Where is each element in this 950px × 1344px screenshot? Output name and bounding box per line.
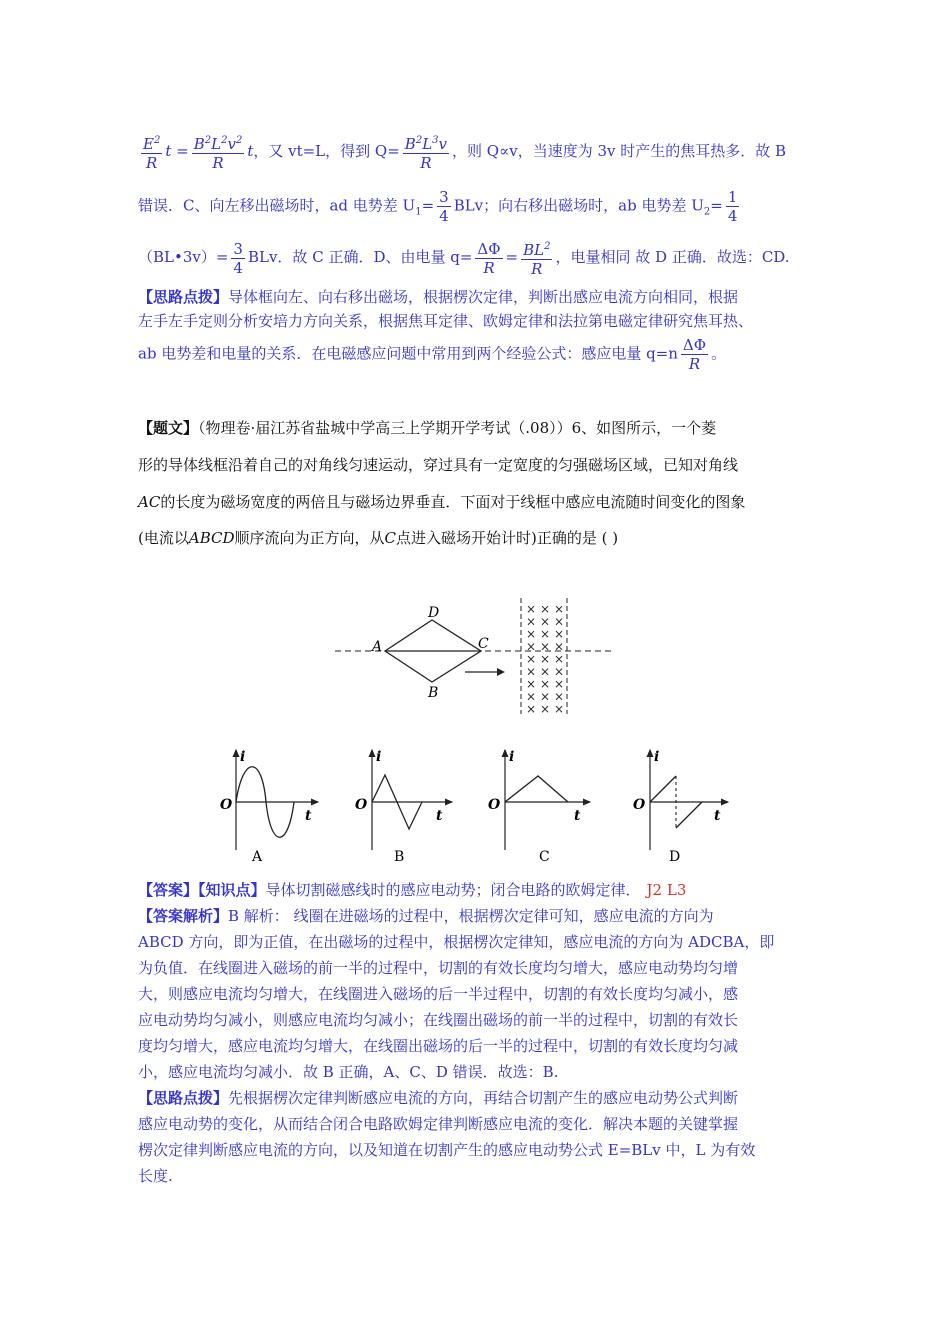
explanation-line-1 xyxy=(138,906,714,926)
field-cross-mark: × xyxy=(540,702,551,716)
prev-text-3c: ，电量相同 故 D 正确．故选：CD. xyxy=(555,248,790,266)
question-text-4a: (电流以 xyxy=(138,529,189,547)
question-c: C xyxy=(384,529,396,547)
graph-option-b xyxy=(355,749,452,865)
graph-a-label: A xyxy=(252,849,263,865)
fraction-bl2-over-r: $\frac{BL^2}{R}$ xyxy=(521,238,552,278)
field-cross-mark: × xyxy=(526,602,537,616)
graph-d-axis-t: t xyxy=(714,808,721,824)
vertex-label-d: D xyxy=(428,605,440,621)
graph-b-origin: O xyxy=(355,797,368,813)
prev-hint-text-3: ab 电势差和电量的关系．在电磁感应问题中常用到两个经验公式：感应电量 q=n xyxy=(138,344,678,363)
explanation-line-2: ABCD 方向，即为正值，在出磁场的过程中，根据楞次定律知，感应电流的方向为 ADCBA，即 xyxy=(138,933,775,951)
prev-hint-text-3-end: 。 xyxy=(711,344,727,363)
graph-c-axis-t: t xyxy=(574,808,581,824)
field-cross-mark: × xyxy=(540,614,551,629)
prev-hint-label: 【思路点拨】 xyxy=(138,288,229,306)
vertex-label-b: B xyxy=(428,685,439,701)
fraction-3-4b: $\frac{3}{4}$ xyxy=(233,239,243,277)
field-cross-mark: × xyxy=(526,677,537,691)
knowledge-text: 导体切割磁感线时的感应电动势；闭合电路的欧姆定律． xyxy=(265,881,641,899)
graph-d-axis-i: i xyxy=(654,749,660,765)
field-cross-mark: × xyxy=(526,652,537,666)
fraction-e2-over-r: $\frac{E^2}{R}$ xyxy=(141,132,162,172)
field-cross-mark: × xyxy=(540,689,551,704)
field-cross-mark: × xyxy=(554,627,565,641)
vertex-label-a: A xyxy=(372,639,383,655)
knowledge-label: 【知识点】 xyxy=(198,881,266,899)
graph-d-rise xyxy=(650,776,676,802)
vertex-label-c: C xyxy=(478,636,489,652)
fraction-b2l2v2-over-r: $\frac{B^2L^2v^2}{R}$ xyxy=(192,132,245,172)
graph-b-axis-t: t xyxy=(436,808,443,824)
prev-line-2: 错误．C、向左移出磁场时，ad 电势差 $U_1=$ $\frac{3}{4}$ BLv；向右移出磁场时，ab 电势差 $U_2=$ $\frac{1}{4}$ xyxy=(138,188,738,225)
knowledge-code: J2 L3 xyxy=(646,881,687,899)
magnetic-field-crosses xyxy=(526,602,564,716)
prev-text-1a: ，又 vt=L，得到 Q= xyxy=(253,142,400,160)
prev-text-3b: BLv．故 C 正确．D、由电量 q= xyxy=(247,248,473,266)
graph-a-axis-t: t xyxy=(305,808,312,824)
hint-label: 【思路点拨】 xyxy=(138,1089,229,1107)
field-cross-mark: × xyxy=(540,664,551,679)
field-cross-mark: × xyxy=(526,627,537,641)
question-line-2: 形的导体线框沿着自己的对角线匀速运动，穿过具有一定宽度的匀强磁场区域，已知对角线 xyxy=(138,456,739,474)
hint-line-4: 长度. xyxy=(138,1167,173,1185)
field-cross-mark: × xyxy=(554,652,565,666)
explanation-line-4: 大，则感应电流均匀增大，在线圈进入磁场的后一半过程中，切割的有效长度均匀减小，感 xyxy=(138,985,739,1003)
graph-b-axis-i: i xyxy=(376,749,382,765)
field-cross-mark: × xyxy=(554,677,565,691)
graph-c-axis-i: i xyxy=(509,749,515,765)
hint-line-3: 楞次定律判断感应电流的方向，以及知道在切割产生的感应电动势公式 E=BLv 中，L 为有效 xyxy=(138,1141,756,1159)
graph-option-c xyxy=(488,749,590,865)
fraction-dphi-over-r: $\frac{\Delta\Phi}{R}$ xyxy=(477,239,501,277)
graph-d-label: D xyxy=(669,849,681,865)
question-text-4d: 点进入磁场开始计时)正确的是 ( ) xyxy=(396,529,619,547)
fraction-3-4: $\frac{3}{4}$ xyxy=(439,188,449,225)
field-cross-mark: × xyxy=(554,602,565,616)
prev-hint-line-2: 左手左手定则分析安培力方向关系，根据焦耳定律、欧姆定律和法拉第电磁定律研究焦耳热、 xyxy=(138,312,754,330)
motion-arrow-head xyxy=(497,668,505,676)
explanation-text-1: B 解析： 线圈在进磁场的过程中，根据楞次定律可知，感应电流的方向为 xyxy=(228,907,714,925)
answer-label: 【答案】 xyxy=(138,881,199,899)
prev-text-2b: BLv；向右移出磁场时，ab 电势差 U xyxy=(453,196,704,215)
explanation-line-7: 小，感应电流均匀减小．故 B 正确，A、C、D 错误．故选：B. xyxy=(138,1063,559,1081)
question-text-4b: 顺序流向为正方向，从 xyxy=(234,529,385,547)
field-cross-mark: × xyxy=(554,689,565,704)
graph-option-a xyxy=(220,749,318,865)
prev-line-1: $\frac{E^2}{R}$ t = $\frac{B^2L^2v^2}{R}$ t，又 vt=L，得到 Q= $\frac{B^2L^3v}{R}$ ，则 Q∝v，当速度为 3v 时产生的焦耳热多．故 B xyxy=(138,132,786,172)
field-cross-mark: × xyxy=(540,677,551,691)
fraction-dphi-over-r-2: $\frac{\Delta\Phi}{R}$ xyxy=(682,336,707,373)
prev-line-3: （BL•3v）= $\frac{3}{4}$ BLv．故 C 正确．D、由电量 q= $\frac{\Delta\Phi}{R}$ = $\frac{BL^2}{R}$ ，电量相同 故 D 正确．故选：CD. xyxy=(138,239,790,278)
question-label: 【题文】 xyxy=(138,419,199,437)
field-cross-mark: × xyxy=(554,702,565,716)
prev-text-2a: 错误．C、向左移出磁场时，ad 电势差 U xyxy=(138,196,416,215)
field-cross-mark: × xyxy=(540,652,551,666)
graph-d-origin: O xyxy=(633,797,646,813)
field-cross-mark: × xyxy=(526,702,537,716)
graph-c-label: C xyxy=(539,849,550,865)
prev-text-1b: ，则 Q∝v，当速度为 3v 时产生的焦耳热多．故 B xyxy=(452,142,787,160)
field-cross-mark: × xyxy=(526,639,537,654)
field-cross-mark: × xyxy=(526,614,537,629)
graph-d-recover xyxy=(676,802,702,828)
graph-c-line xyxy=(505,776,568,802)
question-text-1: （物理卷·届江苏省盐城中学高三上学期开学考试（.08））6、如图所示，一个菱 xyxy=(198,419,717,437)
fraction-1-4: $\frac{1}{4}$ xyxy=(727,188,738,225)
field-cross-mark: × xyxy=(526,689,537,704)
field-cross-mark: × xyxy=(540,602,551,616)
hint-line-1 xyxy=(138,1088,738,1108)
explanation-line-5: 应电动势均匀减小，则感应电流均匀减小；在线圈出磁场的前一半的过程中，切割的有效长 xyxy=(138,1011,739,1029)
prev-text-3a: （BL•3v）= xyxy=(138,248,229,266)
field-cross-mark: × xyxy=(554,639,565,654)
field-cross-mark: × xyxy=(554,664,565,679)
hint-line-2: 感应电动势的变化，从而结合闭合电路欧姆定律判断感应电流的变化．解决本题的关键掌握 xyxy=(138,1115,739,1133)
graph-c-origin: O xyxy=(488,797,501,813)
answer-line-1 xyxy=(138,880,686,900)
prev-hint-text-1: 导体框向左、向右移出磁场，根据楞次定律，判断出感应电流方向相同，根据 xyxy=(228,288,739,306)
explanation-line-3: 为负值．在线圈进入磁场的前一半的过程中，切割的有效长度均匀增大，感应电动势均匀增 xyxy=(138,959,739,977)
graph-option-d xyxy=(633,749,728,865)
hint-text-1: 先根据楞次定律判断感应电流的方向，再结合切割产生的感应电动势公式判断 xyxy=(228,1089,739,1107)
question-abcd: ABCD xyxy=(188,529,235,547)
explanation-line-6: 度均匀增大，感应电流均匀增大，在线圈出磁场的后一半的过程中，切割的有效长度均匀减 xyxy=(138,1037,739,1055)
field-cross-mark: × xyxy=(554,614,565,629)
field-cross-mark: × xyxy=(526,664,537,679)
field-cross-mark: × xyxy=(540,627,551,641)
question-text-3: 的长度为磁场宽度的两倍且与磁场边界垂直．下面对于线框中感应电流随时间变化的图象 xyxy=(160,493,746,511)
explanation-label: 【答案解析】 xyxy=(138,907,229,925)
graph-b-label: B xyxy=(394,849,405,865)
graph-a-origin: O xyxy=(220,797,233,813)
question-ac: AC xyxy=(138,493,161,511)
fraction-b2l3v-over-r: $\frac{B^2L^3v}{R}$ xyxy=(403,132,449,172)
graph-a-axis-i: i xyxy=(240,749,246,765)
field-cross-mark: × xyxy=(540,639,551,654)
